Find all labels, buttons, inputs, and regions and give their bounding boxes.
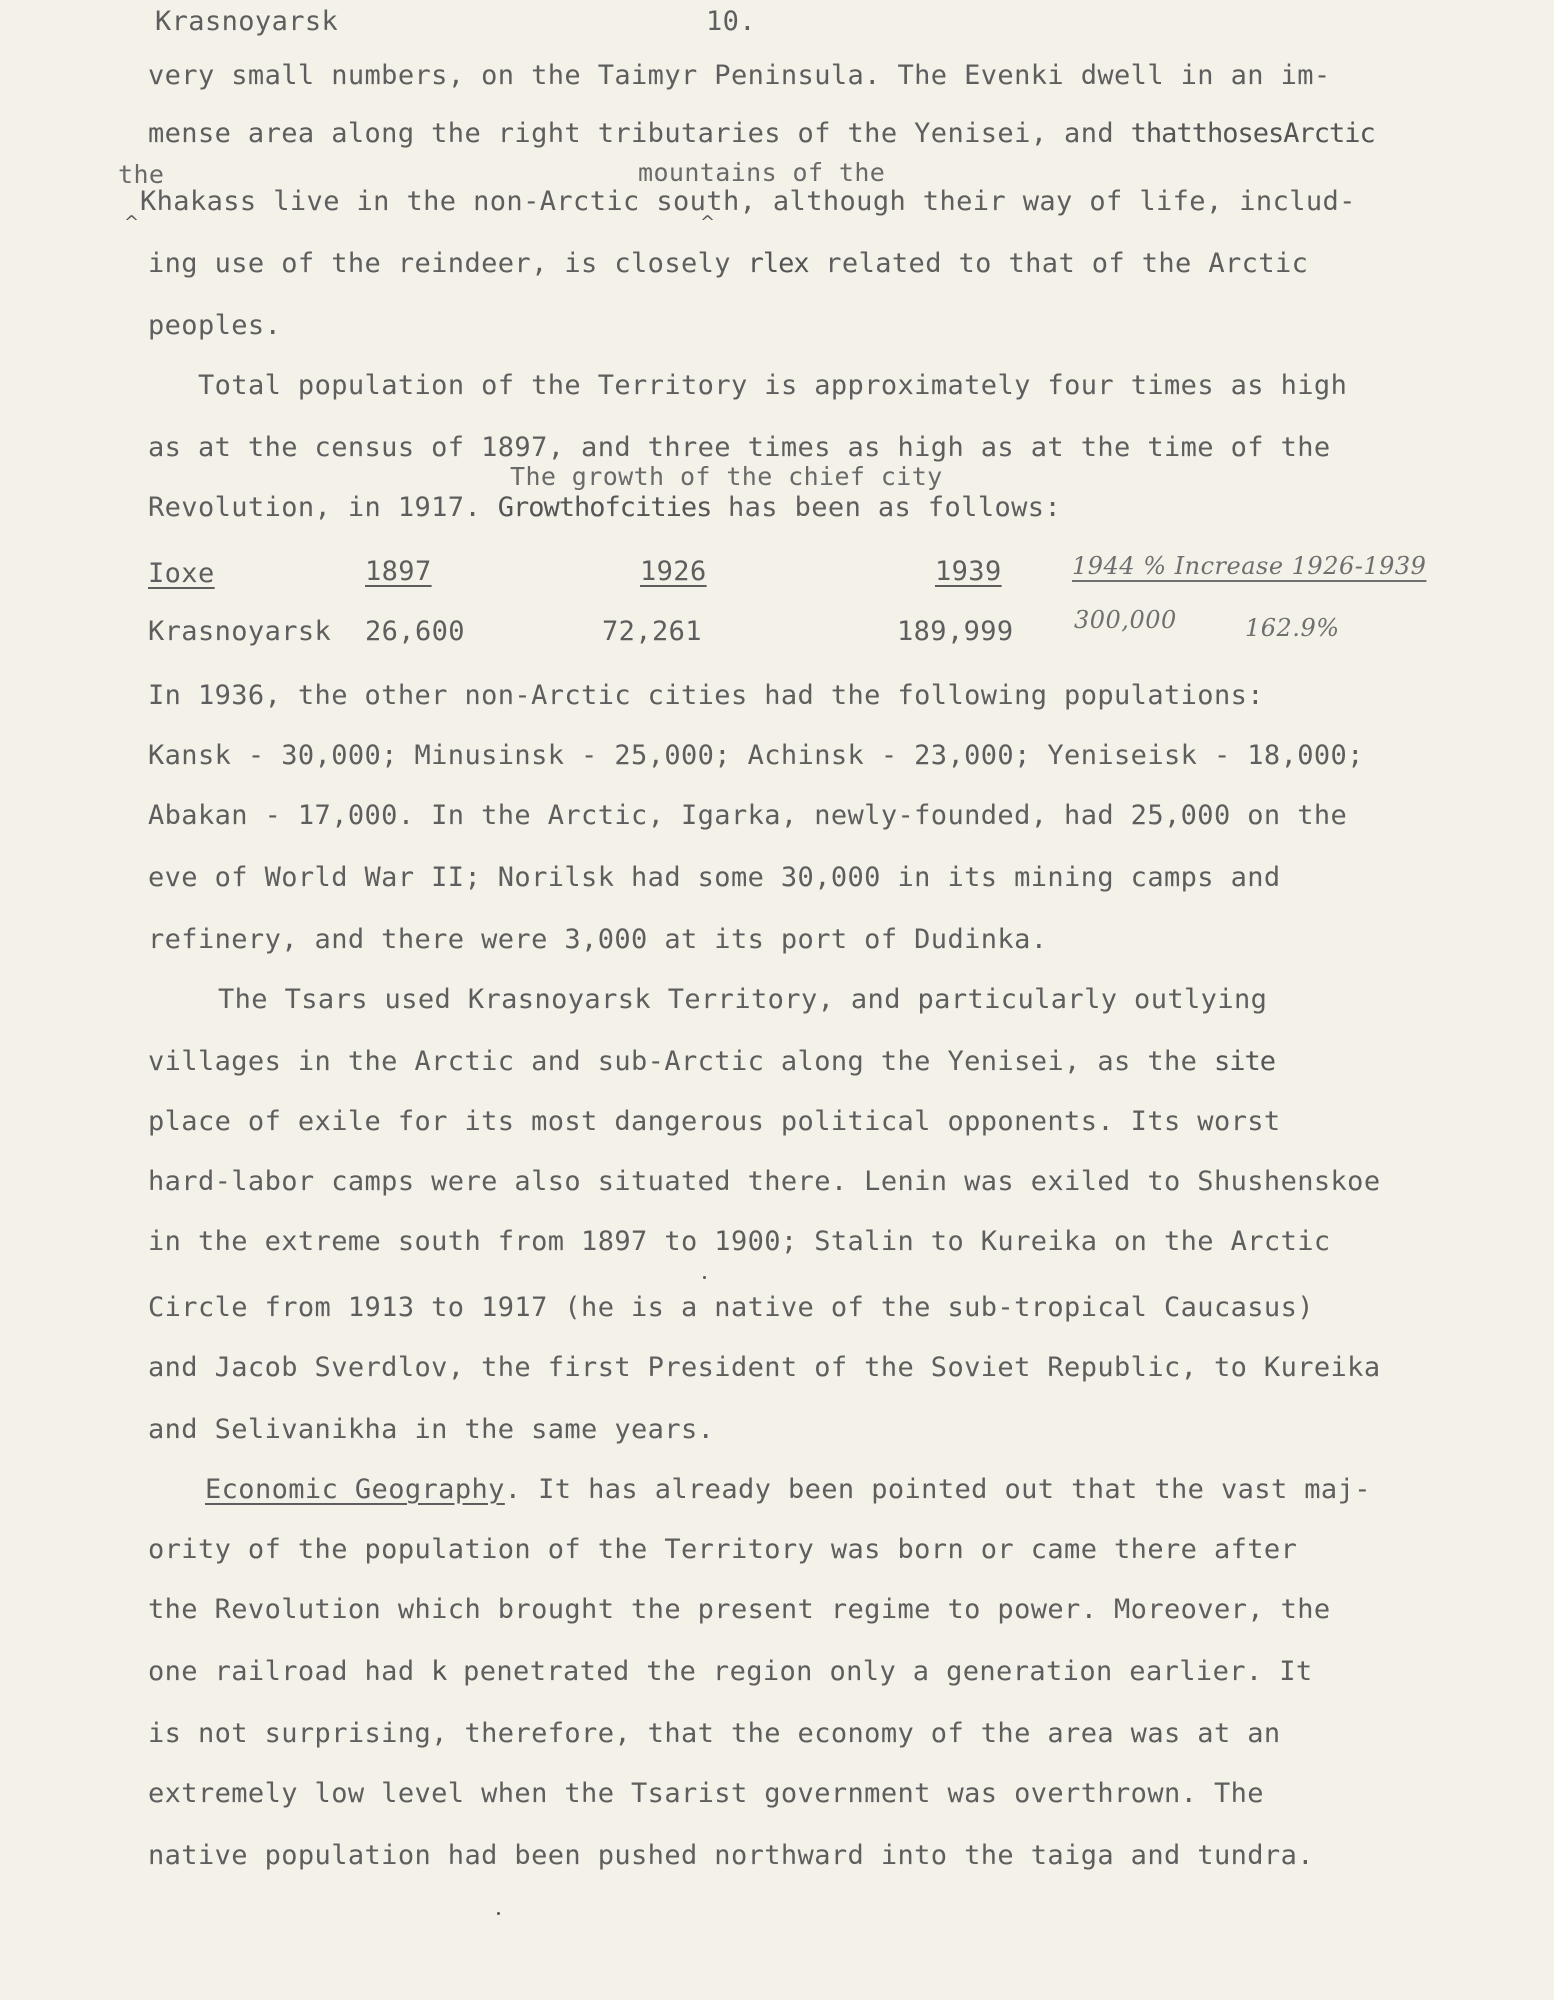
- p1-line1: very small numbers, on the Taimyr Peninsula. The Evenki dwell in an im-: [148, 60, 1331, 91]
- table-header-struck: Ioxe: [148, 558, 215, 589]
- p4-line1: The Tsars used Krasnoyarsk Territory, and particularly outlying: [218, 984, 1268, 1015]
- handwritten-increase: 162.9%: [1245, 614, 1340, 642]
- caret-mark: ^: [700, 212, 716, 233]
- table-header-1939: 1939: [935, 556, 1002, 587]
- table-city: Krasnoyarsk: [148, 616, 332, 647]
- p2-line2: as at the census of 1897, and three times as high as at the time of the: [148, 432, 1331, 463]
- p5-line6: extremely low level when the Tsarist government was overthrown. The: [148, 1778, 1264, 1809]
- p1-line4: ing use of the reindeer, is closely rlex related to that of the Arctic: [148, 248, 1309, 279]
- struck-text: thatthosesArctic: [1130, 118, 1375, 149]
- p5-line3: the Revolution which brought the present regime to power. Moreover, the: [148, 1594, 1331, 1625]
- struck-text: k: [431, 1656, 447, 1687]
- handwritten-1944-value: 300,000: [1074, 606, 1177, 634]
- handwritten-header: 1944 % Increase 1926-1939: [1072, 552, 1427, 580]
- stray-dot: [703, 1276, 706, 1279]
- insertion-the: the: [118, 160, 165, 189]
- p1-line5: peoples.: [148, 310, 282, 341]
- p5-line2: ority of the population of the Territory was born or came there after: [148, 1534, 1298, 1565]
- p5-line5: is not surprising, therefore, that the economy of the area was at an: [148, 1718, 1281, 1749]
- p4-line4: hard-labor camps were also situated there. Lenin was exiled to Shushenskoe: [148, 1166, 1381, 1197]
- insertion-growth: The growth of the chief city: [510, 462, 943, 491]
- struck-text: Growthofcities: [497, 492, 712, 523]
- page-number: 10.: [706, 6, 756, 37]
- table-value-1897: 26,600: [365, 616, 465, 647]
- p4-line5: in the extreme south from 1897 to 1900; Stalin to Kureika on the Arctic: [148, 1226, 1331, 1257]
- p3-line5: refinery, and there were 3,000 at its port of Dudinka.: [148, 924, 1048, 955]
- section-heading: Economic Geography: [205, 1474, 505, 1505]
- table-header-1926: 1926: [640, 556, 707, 587]
- p5-line4: one railroad had k penetrated the region only a generation earlier. It: [148, 1656, 1313, 1687]
- p4-line7: and Jacob Sverdlov, the first President of the Soviet Republic, to Kureika: [148, 1352, 1381, 1383]
- table-value-1939: 189,999: [897, 616, 1014, 647]
- p3-line2: Kansk - 30,000; Minusinsk - 25,000; Achinsk - 23,000; Yeniseisk - 18,000;: [148, 740, 1364, 771]
- table-value-1926: 72,261: [602, 616, 702, 647]
- struck-text: rlex: [747, 248, 809, 279]
- p5-line7: native population had been pushed northward into the taiga and tundra.: [148, 1840, 1314, 1871]
- p4-line6: Circle from 1913 to 1917 (he is a native of the sub-tropical Caucasus): [148, 1292, 1314, 1323]
- p5-line1: Economic Geography. It has already been pointed out that the vast maj-: [205, 1474, 1371, 1505]
- struck-text: site: [1213, 1046, 1275, 1077]
- stray-dot: [497, 1912, 500, 1915]
- p1-line3: Khakass live in the non-Arctic south, although their way of life, includ-: [140, 186, 1356, 217]
- p4-line8: and Selivanikha in the same years.: [148, 1414, 715, 1445]
- p2-line1: Total population of the Territory is approximately four times as high: [198, 370, 1348, 401]
- insertion-mountains: mountains of the: [638, 158, 886, 187]
- p3-line3: Abakan - 17,000. In the Arctic, Igarka, newly-founded, had 25,000 on the: [148, 800, 1348, 831]
- p3-line4: eve of World War II; Norilsk had some 30,000 in its mining camps and: [148, 862, 1281, 893]
- p3-line1: In 1936, the other non-Arctic cities had the following populations:: [148, 680, 1264, 711]
- running-header: Krasnoyarsk: [155, 6, 339, 37]
- p2-line3: Revolution, in 1917. Growthofcities has been as follows:: [148, 492, 1062, 523]
- caret-mark: ^: [124, 212, 140, 233]
- p4-line3: place of exile for its most dangerous political opponents. Its worst: [148, 1106, 1281, 1137]
- table-header-1897: 1897: [365, 556, 432, 587]
- p1-line2: mense area along the right tributaries of the Yenisei, and thatthosesArctic: [148, 118, 1375, 149]
- p4-line2: villages in the Arctic and sub-Arctic along the Yenisei, as the site: [148, 1046, 1275, 1077]
